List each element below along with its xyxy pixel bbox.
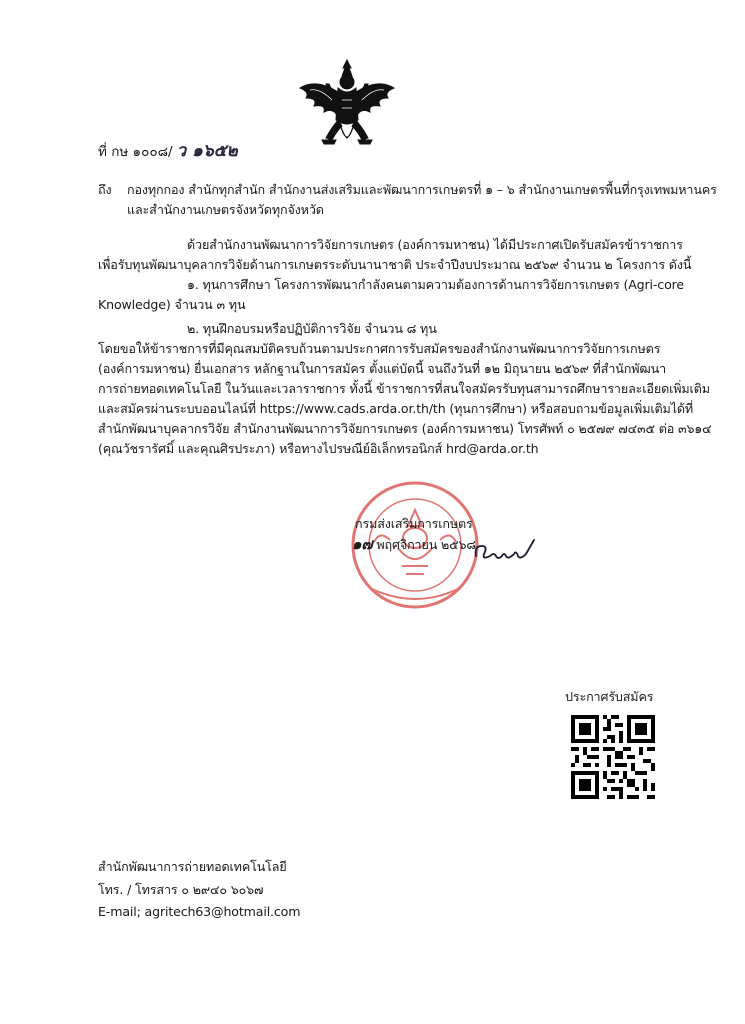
qr-caption: ประกาศรับสมัคร	[565, 689, 654, 704]
date-day-handwritten: ๑๗	[352, 535, 373, 553]
footer-office: สำนักพัฒนาการถ่ายทอดเทคโนโลยี	[98, 859, 287, 874]
footer-phone: โทร. / โทรสาร ๐ ๒๙๔๐ ๖๐๖๗	[98, 882, 264, 897]
to-label: ถึง	[98, 182, 112, 197]
recipient-line-2: และสำนักงานเกษตรจังหวัดทุกจังหวัด	[127, 202, 324, 217]
qr-code[interactable]	[571, 715, 655, 799]
body-line-5: สำนักพัฒนาบุคลากรวิจัย สำนักงานพัฒนาการวิจัยการเกษตร (องค์การมหาชน) โทรศัพท์ ๐ ๒๕๗๙ ๗๔๓๕ ต่อ ๓๖๑๔	[98, 421, 712, 436]
department-name: กรมส่งเสริมการเกษตร	[355, 516, 473, 531]
paragraph-1-line-2: เพื่อรับทุนพัฒนาบุคลากรวิจัยด้านการเกษตรระดับนานาชาติ ประจำปีงบประมาณ ๒๕๖๙ จำนวน ๒ โครงการ ดังนี้	[98, 257, 692, 272]
body-line-1: โดยขอให้ข้าราชการที่มีคุณสมบัติครบถ้วนตามประกาศการรับสมัครของสำนักงานพัฒนาการวิจัยการเกษตร	[98, 341, 661, 356]
item-1-line-2: Knowledge) จำนวน ๓ ทุน	[98, 297, 246, 312]
footer-email[interactable]: E-mail; agritech63@hotmail.com	[98, 904, 301, 919]
handwritten-signature	[472, 532, 552, 572]
recipient-line-1: กองทุกกอง สำนักทุกสำนัก สำนักงานส่งเสริมและพัฒนาการเกษตรที่ ๑ – ๖ สำนักงานเกษตรพื้นที่กรุงเทพมหานคร	[127, 182, 717, 197]
item-1-line-1: ๑. ทุนการศึกษา โครงการพัฒนากำลังคนตามความต้องการด้านการวิจัยการเกษตร (Agri-core	[187, 277, 684, 292]
date-month-year: พฤศจิกายน ๒๕๖๘	[376, 537, 476, 552]
body-line-4: และสมัครผ่านระบบออนไลน์ที่ https://www.cads.arda.or.th/th (ทุนการศึกษา) หรือสอบถามข้อมูลเพิ่มเติมได้ที่	[98, 401, 694, 416]
body-line-2: (องค์การมหาชน) ยื่นเอกสาร หลักฐานในการสมัคร ตั้งแต่บัดนี้ จนถึงวันที่ ๑๒ มิถุนายน ๒๕๖๙ ที่สำนักพัฒนา	[98, 361, 667, 376]
document-date	[352, 536, 476, 553]
body-line-3: การถ่ายทอดเทคโนโลยี ในวันและเวลาราชการ ทั้งนี้ ข้าราชการที่สนใจสมัครรับทุนสามารถศึกษารายละเอียดเพิ่มเติม	[98, 381, 710, 396]
document-number-handwritten: ว ๑๖๕๒	[176, 141, 238, 161]
garuda-emblem-icon	[296, 58, 398, 154]
item-2: ๒. ทุนฝึกอบรมหรือปฏิบัติการวิจัย จำนวน ๘ ทุน	[187, 321, 437, 336]
document-number	[98, 137, 238, 164]
paragraph-1-line-1: ด้วยสำนักงานพัฒนาการวิจัยการเกษตร (องค์การมหาชน) ได้มีประกาศเปิดรับสมัครข้าราชการ	[187, 237, 683, 252]
body-line-6: (คุณวัชรารัศมิ์ และคุณศิรประภา) หรือทางไปรษณีย์อิเล็กทรอนิกส์ hrd@arda.or.th	[98, 441, 539, 456]
document-number-prefix: ที่ กษ ๑๐๐๘/	[98, 144, 173, 160]
